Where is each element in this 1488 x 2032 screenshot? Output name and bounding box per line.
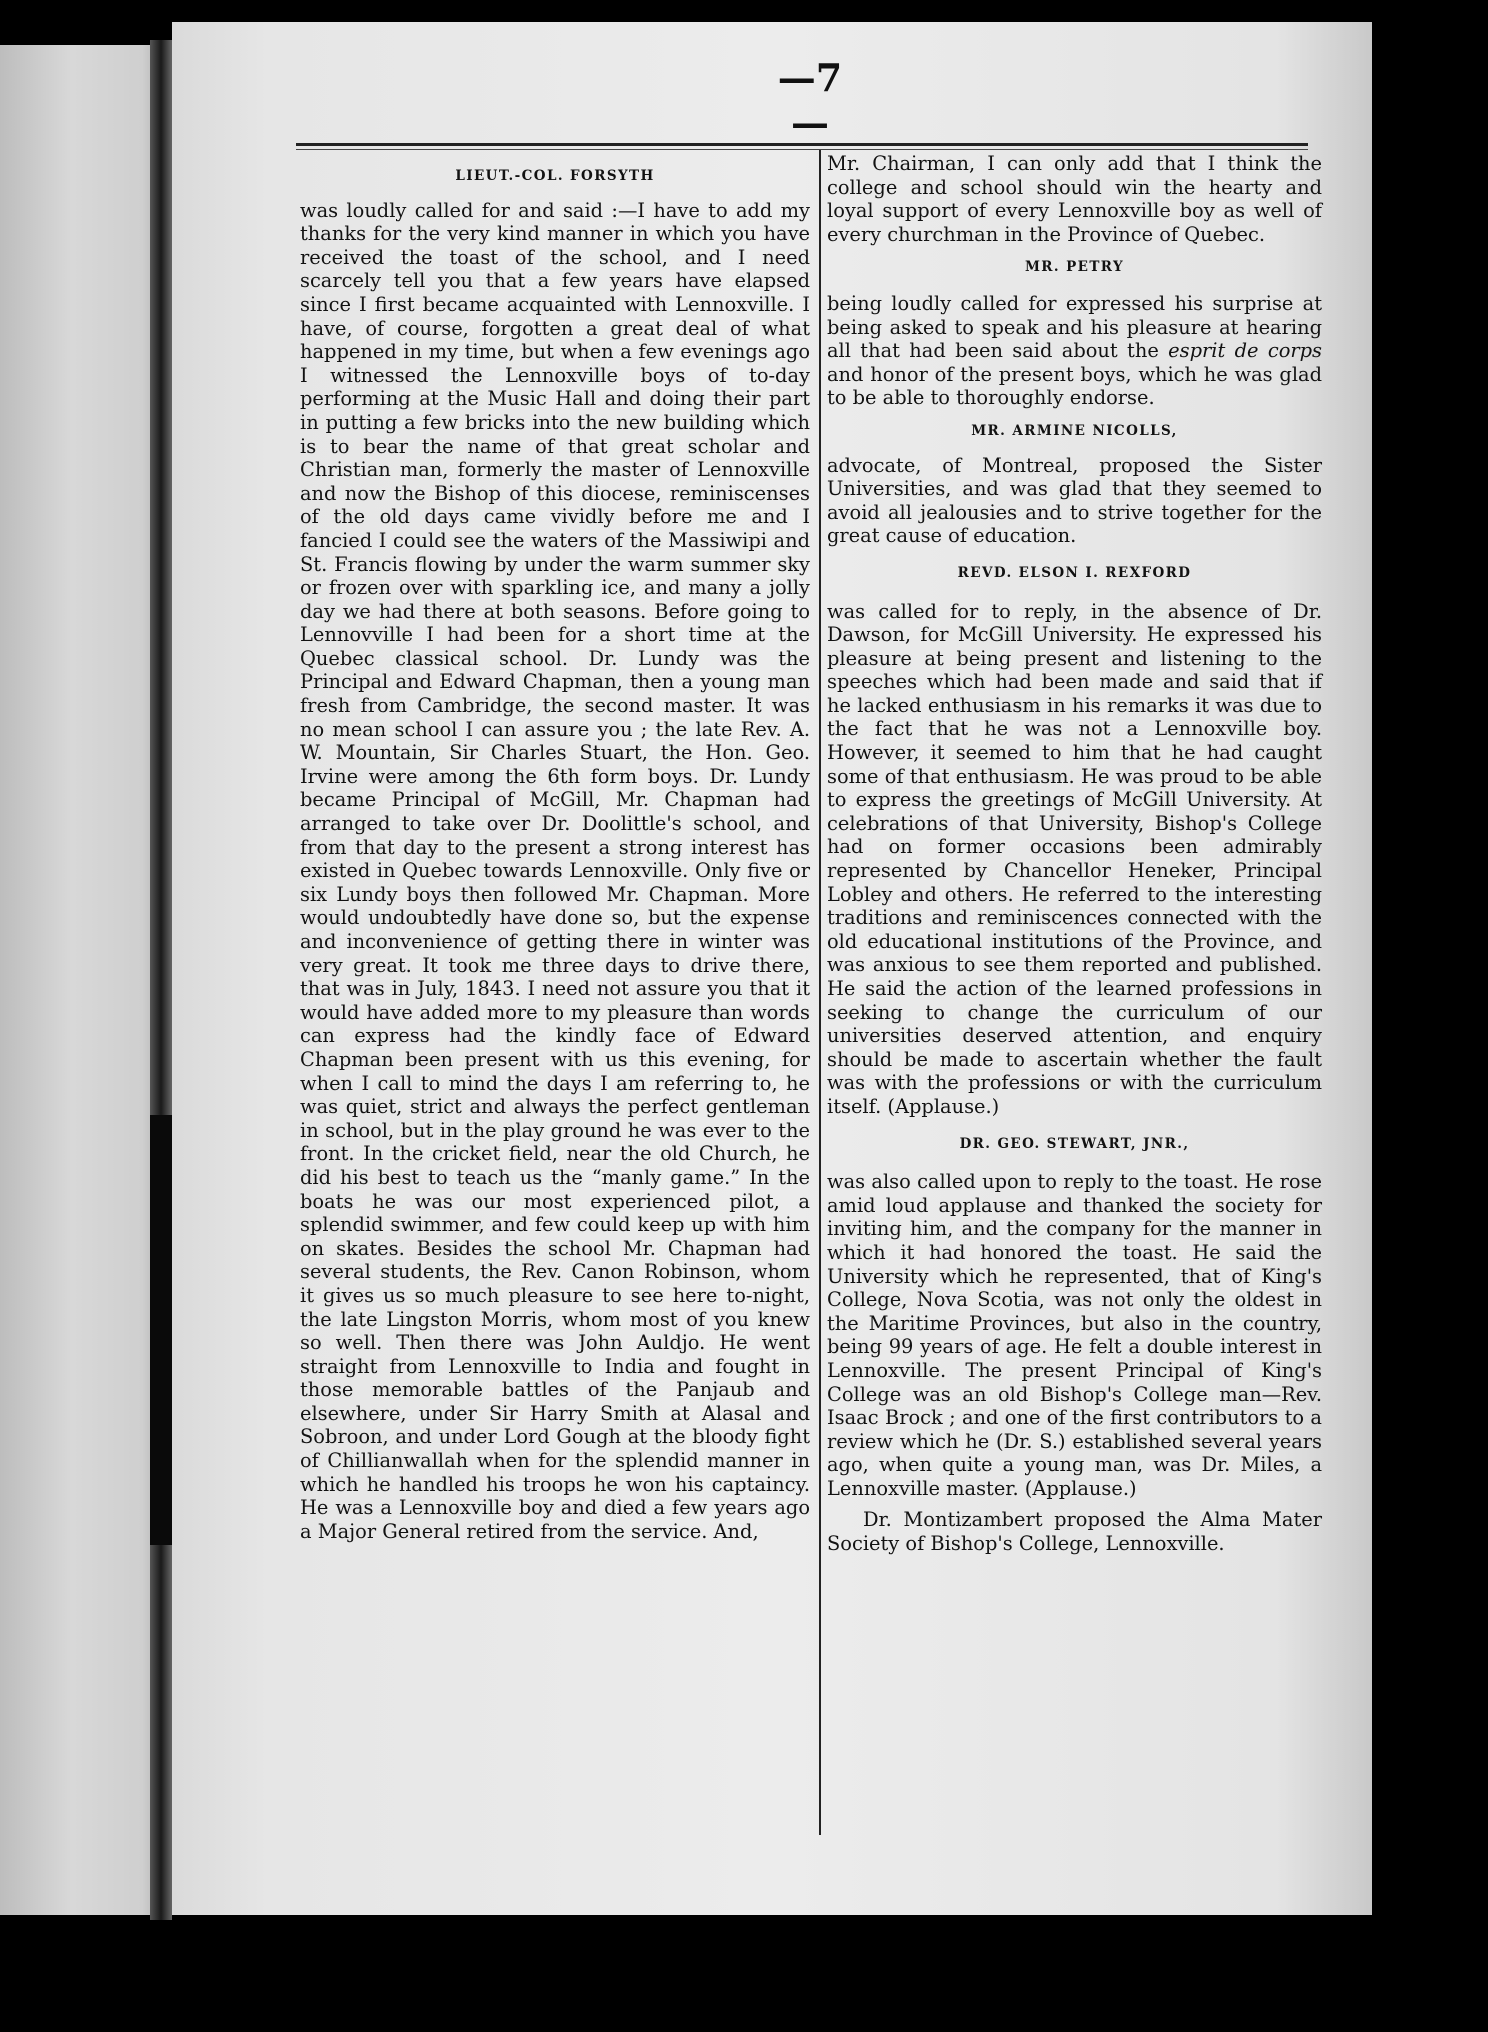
paragraph-petry-emphasis: esprit de corps xyxy=(1168,339,1323,363)
paragraph-petry-text-b: and honor of the present boys, which he was glad to be able to thoroughly endorse. xyxy=(827,362,1322,410)
heading-petry: MR. PETRY xyxy=(1024,259,1125,276)
left-column xyxy=(300,165,810,1543)
paragraph-nicolls: advocate, of Montreal, proposed the Sister Universities, and was glad that they seemed to avoid all jealousies and to strive together for the great cause of education. xyxy=(827,453,1322,548)
heading-nicolls: MR. ARMINE NICOLLS, xyxy=(971,422,1178,439)
paragraph-rexford: was called for to reply, in the absence of Dr. Dawson, for McGill University. He expressed his pleasure at being present and listening to the speeches which had been made and said that if he lacked enthusiasm in his remarks it was due to the fact that he was not a Lennoxville boy. However, it seemed to him that he had caught some of that enthusiasm. He was proud to be able to express the greetings of McGill University. At celebrations of that University, Bishop's College had on former occasions been admirably represented by Chancellor Heneker, Principal Lobley and others. He referred to the interesting traditions and reminiscences connected with the old educational institutions of the Province, and was anxious to see them reported and published. He said the action of the learned professions in seeking to change the curriculum of our universities deserved attention, and enquiry should be made to ascertain whether the fault was with the professions or with the curriculum itself. (Applause.) xyxy=(827,599,1322,1118)
heading-stewart: DR. GEO. STEWART, JNR., xyxy=(959,1135,1190,1152)
right-column xyxy=(827,152,1322,1556)
heading-rexford: REVD. ELSON I. REXFORD xyxy=(957,564,1192,581)
binding-gutter xyxy=(150,40,172,1920)
paragraph-montizambert: Dr. Montizambert proposed the Alma Mater Society of Bishop's College, Lennoxville. xyxy=(827,1508,1322,1556)
paragraph-petry xyxy=(827,292,1322,410)
paragraph-forsyth: was loudly called for and said :—I have to add my thanks for the very kind manner in which you have received the toast of the school, and I need scarcely tell you that a few years have elapsed since I first became acquainted with Lennoxville. I have, of course, forgotten a great deal of what happened in my time, but when a few evenings ago I witnessed the Lennoxville boys of to-day performing at the Music Hall and doing their part in putting a few bricks into the new building which is to bear the name of that great scholar and Christian man, formerly the master of Lennoxville and now the Bishop of this diocese, reminiscenses of the old days came vividly before me and I fancied I could see the waters of the Massiwipi and St. Francis flowing by under the warm summer sky or frozen over with sparkling ice, and many a jolly day we had there at both seasons. Before going to Lennovville I had been for a short time at the Quebec classical school. Dr. Lundy was the Principal and Edward Chapman, then a young man fresh from Cambridge, the second master. It was no mean school I can assure you ; the late Rev. A. W. Mountain, Sir Charles Stuart, the Hon. Geo. Irvine were among the 6th form boys. Dr. Lundy became Principal of McGill, Mr. Chapman had arranged to take over Dr. Doolittle's school, and from that day to the present a strong interest has existed in Quebec towards Lennoxville. Only five or six Lundy boys then followed Mr. Chapman. More would undoubtedly have done so, but the expense and inconvenience of getting there in winter was very great. It took me three days to drive there, that was in July, 1843. I need not assure you that it would have added more to my pleasure than words can express had the kindly face of Edward Chapman been present with us this evening, for when I call to mind the days I am referring to, he was quiet, strict and always the perfect gentleman in school, but in the play ground he was ever to the front. In the cricket field, near the old Church, he did his best to teach us the “manly game.” In the boats he was our most experienced pilot, a splendid swimmer, and few could keep up with him on skates. Besides the school Mr. Chapman had several students, the Rev. Canon Robinson, whom it gives us so much pleasure to see here to-night, the late Lingston Morris, whom most of you knew so well. Then there was John Auldjo. He went straight from Lennoxville to India and fought in those memorable battles of the Panjaub and elsewhere, under Sir Harry Smith at Alasal and Sobroon, and under Lord Gough at the bloody fight of Chillianwallah when for the splendid manner in which he handled his troops he won his captaincy. He was a Lennoxville boy and died a few years ago a Major General retired from the service. And, xyxy=(300,198,810,1543)
heading-forsyth: LIEUT.-COL. FORSYTH xyxy=(455,168,655,184)
paragraph-petry-text-a: being loudly called for expressed his surprise at being asked to speak and his pleasure at hearing all that had been said about the xyxy=(827,291,1322,363)
header-rule xyxy=(296,143,1308,150)
page-number: —7— xyxy=(777,55,843,145)
paragraph-continuation: Mr. Chairman, I can only add that I think the college and school should win the hearty and loyal support of every Lennoxville boy as well of every churchman in the Province of Quebec. xyxy=(827,152,1322,246)
column-divider xyxy=(819,150,821,1835)
paragraph-stewart: was also called upon to reply to the toast. He rose amid loud applause and thanked the society for inviting him, and the company for the manner in which it had honored the toast. He said the University which he represented, that of King's College, Nova Scotia, was not only the oldest in the Maritime Provinces, but also in the country, being 99 years of age. He felt a double interest in Lennoxville. The present Principal of King's College was an old Bishop's College man—Rev. Isaac Brock ; and one of the first contributors to a review which he (Dr. S.) established several years ago, when quite a young man, was Dr. Miles, a Lennoxville master. (Applause.) xyxy=(827,1170,1322,1500)
